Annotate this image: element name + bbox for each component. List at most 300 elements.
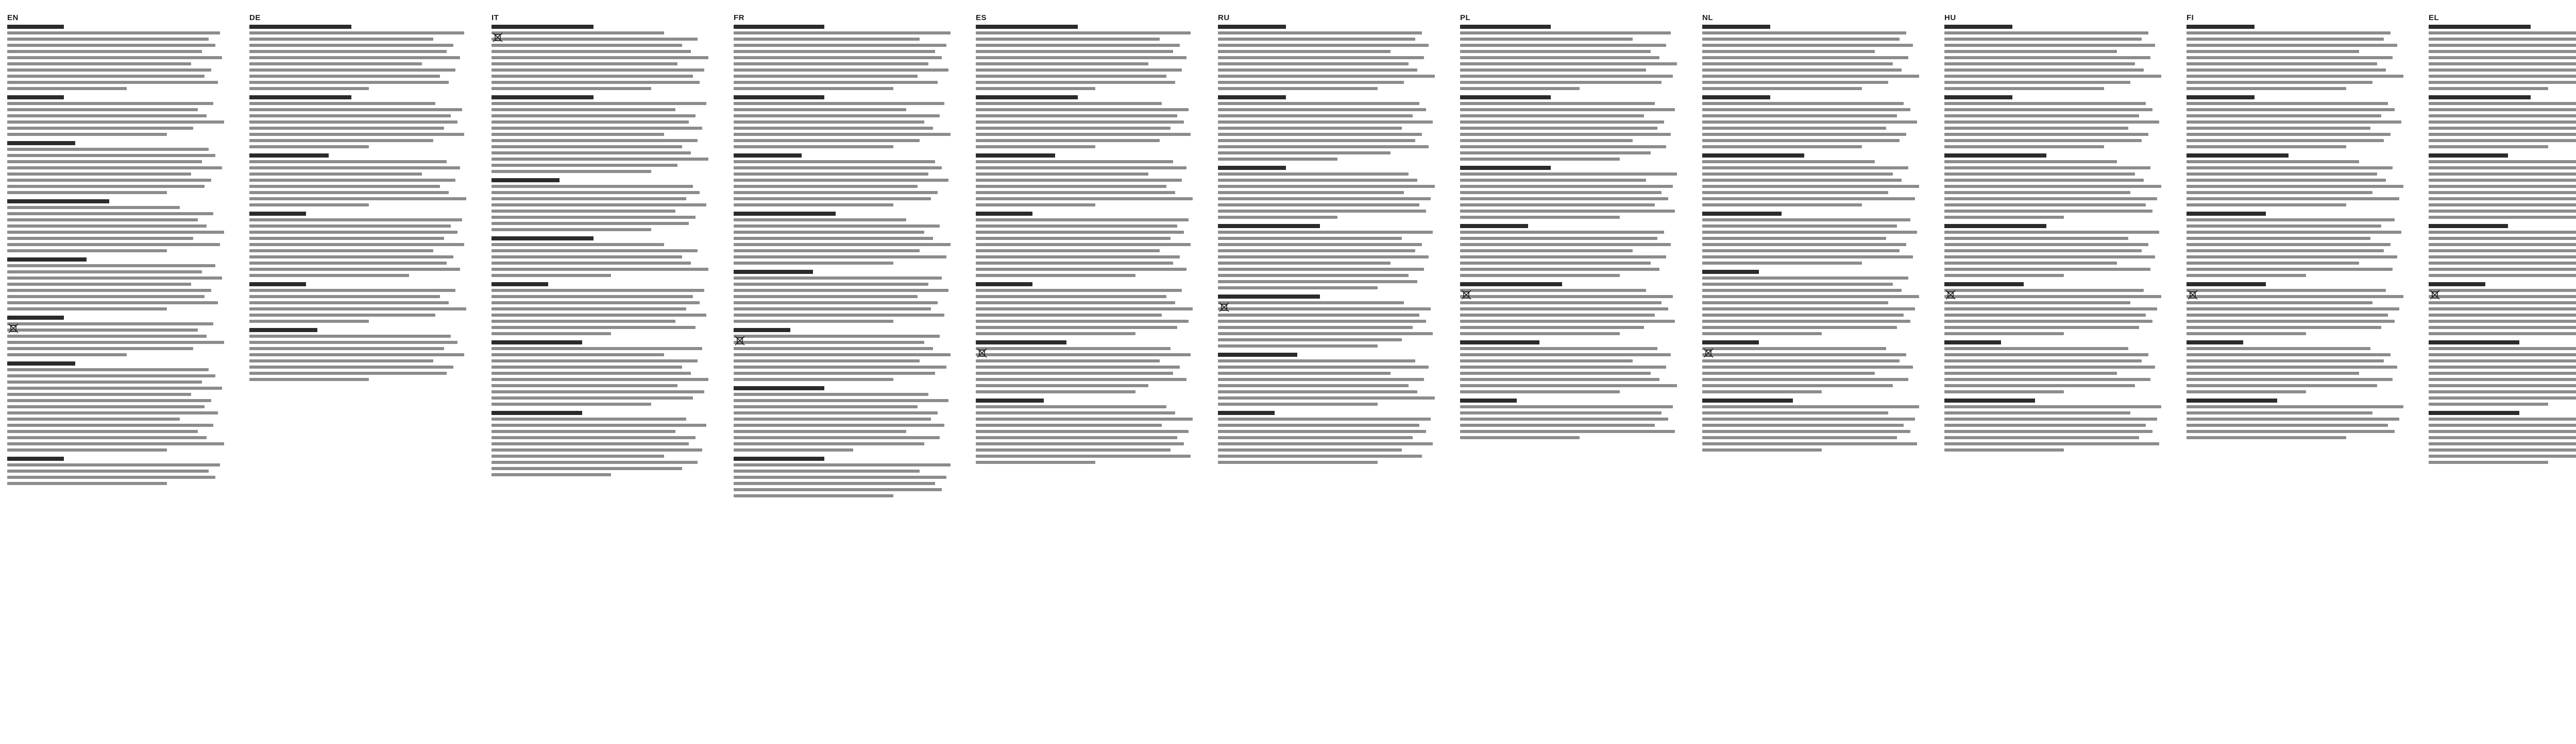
text-section: [492, 282, 713, 335]
crossed-bin-icon: [492, 31, 504, 43]
text-line: [7, 237, 193, 240]
text-line: [1218, 102, 1419, 105]
text-line: [734, 139, 920, 142]
text-line: [249, 75, 440, 78]
text-line: [2187, 50, 2359, 53]
text-line: [1944, 353, 2148, 356]
text-line: [1460, 133, 1671, 136]
text-line: [1702, 347, 1886, 350]
section-heading: [7, 316, 64, 320]
text-section: [7, 95, 229, 136]
text-line: [2187, 75, 2403, 78]
text-line: [734, 255, 946, 258]
crossed-bin-icon: [2429, 289, 2441, 300]
section-heading: [1218, 411, 1275, 415]
text-line: [7, 102, 213, 105]
text-line: [249, 255, 453, 258]
language-column-fi: [2187, 13, 2408, 734]
text-line: [2429, 38, 2576, 41]
text-line: [1944, 366, 2155, 369]
text-line: [492, 38, 698, 41]
text-line: [492, 418, 686, 421]
text-line: [7, 81, 218, 84]
text-line: [1460, 326, 1644, 329]
text-line: [734, 218, 906, 221]
text-line: [2429, 102, 2576, 105]
text-line: [1218, 255, 1429, 258]
text-section: [1702, 25, 1924, 90]
text-section: [7, 199, 229, 252]
text-line: [2429, 133, 2576, 136]
text-line: [2429, 108, 2576, 111]
text-line: [1460, 332, 1620, 335]
text-line: [1702, 68, 1902, 72]
text-line: [734, 436, 940, 439]
language-code: FR: [734, 13, 744, 22]
text-line: [1702, 378, 1908, 381]
language-column-de: [249, 13, 471, 734]
text-line: [734, 353, 951, 356]
text-section: [1218, 95, 1439, 161]
text-line: [1702, 289, 1902, 292]
text-line: [7, 430, 198, 433]
text-line: [249, 172, 422, 176]
text-line: [7, 380, 202, 384]
text-line: [2187, 62, 2377, 65]
section-heading: [734, 270, 813, 274]
text-line: [249, 353, 464, 356]
text-line: [1702, 108, 1910, 111]
text-line: [1218, 243, 1422, 246]
text-line: [1460, 102, 1655, 105]
text-line: [1702, 314, 1904, 317]
text-line: [492, 378, 708, 381]
text-line: [2429, 31, 2576, 34]
section-heading: [734, 457, 824, 461]
text-line: [1218, 44, 1429, 47]
text-section: [7, 457, 229, 485]
text-line: [249, 262, 447, 265]
text-line: [1218, 151, 1391, 154]
text-line: [1460, 274, 1620, 277]
text-line: [1702, 372, 1875, 375]
text-line: [2187, 347, 2370, 350]
text-line: [976, 384, 1148, 387]
text-line: [2429, 384, 2576, 387]
text-line: [1218, 384, 1409, 387]
text-line: [2187, 191, 2372, 194]
text-line: [7, 307, 167, 310]
text-line: [2429, 390, 2576, 393]
text-line: [7, 463, 220, 466]
text-line: [976, 218, 1189, 221]
section-heading: [1702, 25, 1770, 29]
text-section: [976, 212, 1197, 277]
text-line: [1702, 384, 1893, 387]
text-line: [734, 166, 942, 169]
text-line: [492, 455, 664, 458]
section-heading: [7, 457, 64, 461]
text-line: [1460, 139, 1633, 142]
text-line: [1944, 289, 2144, 292]
text-line: [2429, 442, 2576, 445]
text-line: [2429, 307, 2576, 310]
text-line: [734, 463, 951, 466]
text-line: [1702, 56, 1908, 59]
text-line: [976, 359, 1160, 362]
crossed-bin-icon: [1460, 289, 1472, 300]
text-line: [2429, 62, 2576, 65]
text-line: [1702, 114, 1897, 117]
text-line: [2429, 255, 2576, 258]
text-line: [2187, 237, 2370, 240]
text-line: [734, 243, 951, 246]
text-line: [1944, 203, 2146, 206]
text-line: [976, 185, 1166, 188]
text-line: [1944, 191, 2130, 194]
text-line: [1702, 442, 1917, 445]
text-line: [1218, 366, 1429, 369]
text-line: [1944, 133, 2148, 136]
text-line: [2429, 332, 2576, 335]
text-line: [2187, 405, 2403, 408]
text-line: [976, 366, 1180, 369]
text-line: [1702, 430, 1910, 433]
text-section: [976, 95, 1197, 148]
text-line: [1218, 430, 1426, 433]
section-heading: [7, 95, 64, 99]
text-line: [7, 179, 211, 182]
text-line: [976, 326, 1177, 329]
text-line: [1218, 448, 1402, 452]
text-line: [1702, 283, 1893, 286]
text-line: [1460, 418, 1668, 421]
text-section: [492, 340, 713, 406]
text-line: [1702, 102, 1904, 105]
text-line: [492, 139, 698, 142]
text-line: [249, 307, 466, 310]
text-line: [976, 172, 1148, 176]
section-heading: [492, 411, 582, 415]
section-heading: [1460, 224, 1528, 228]
text-section: [1944, 399, 2166, 452]
text-section: [976, 25, 1197, 90]
text-line: [734, 62, 928, 65]
text-line: [734, 160, 935, 163]
text-line: [2187, 307, 2399, 310]
text-line: [1702, 38, 1900, 41]
text-line: [2187, 436, 2346, 439]
text-line: [7, 347, 193, 350]
text-line: [1702, 160, 1875, 163]
text-line: [1460, 237, 1657, 240]
text-line: [976, 301, 1175, 304]
text-line: [1218, 359, 1415, 362]
text-line: [249, 56, 460, 59]
text-line: [1944, 166, 2150, 169]
text-line: [976, 390, 1136, 393]
text-line: [2187, 203, 2346, 206]
text-line: [1460, 50, 1651, 53]
text-line: [2187, 366, 2397, 369]
language-column-hu: [1944, 13, 2166, 734]
text-line: [2429, 50, 2576, 53]
text-line: [976, 68, 1182, 72]
text-line: [2187, 145, 2346, 148]
text-line: [249, 197, 466, 200]
text-line: [1218, 249, 1415, 252]
text-section: [1460, 95, 1682, 161]
text-line: [249, 127, 444, 130]
text-section: [976, 340, 1197, 393]
text-line: [1218, 442, 1433, 445]
text-section: [734, 95, 955, 148]
text-line: [7, 276, 222, 280]
text-line: [7, 120, 224, 124]
text-section: [1460, 25, 1682, 90]
text-line: [2429, 403, 2548, 406]
text-line: [1702, 44, 1913, 47]
language-code: HU: [1944, 13, 1956, 22]
language-column-it: [492, 13, 713, 734]
text-line: [492, 326, 696, 329]
text-line: [976, 320, 1189, 323]
section-heading: [492, 236, 594, 240]
section-heading: [492, 25, 594, 29]
text-line: [7, 328, 198, 332]
text-line: [1944, 185, 2161, 188]
text-line: [1702, 424, 1904, 427]
text-line: [249, 335, 451, 338]
text-line: [1944, 172, 2135, 176]
text-line: [1944, 31, 2148, 34]
text-line: [976, 44, 1180, 47]
text-section: [2187, 340, 2408, 393]
text-line: [7, 166, 222, 169]
text-line: [1218, 338, 1402, 341]
text-line: [1460, 87, 1580, 90]
text-line: [976, 108, 1189, 111]
text-line: [2187, 255, 2397, 258]
text-section: [1944, 282, 2166, 335]
text-line: [249, 81, 449, 84]
text-line: [2187, 56, 2393, 59]
text-line: [249, 347, 444, 350]
section-heading: [249, 25, 351, 29]
text-line: [1944, 160, 2117, 163]
text-line: [976, 120, 1184, 124]
section-heading: [734, 386, 824, 390]
language-column-el: [2429, 13, 2576, 734]
section-heading: [1702, 212, 1782, 216]
text-line: [2429, 274, 2576, 277]
text-line: [2429, 114, 2576, 117]
text-line: [2429, 185, 2576, 188]
text-line: [1218, 332, 1433, 335]
text-line: [7, 87, 127, 90]
text-line: [1702, 359, 1900, 362]
section-heading: [2187, 340, 2243, 344]
text-line: [976, 38, 1160, 41]
section-heading: [1460, 282, 1562, 286]
text-line: [976, 418, 1193, 421]
crossed-bin-icon: [976, 347, 988, 358]
text-line: [7, 448, 167, 452]
text-line: [2429, 366, 2576, 369]
language-column-pl: [1460, 13, 1682, 734]
text-line: [249, 366, 453, 369]
text-section: [1460, 282, 1682, 335]
text-line: [2429, 81, 2576, 84]
text-line: [1460, 314, 1655, 317]
text-line: [249, 249, 433, 252]
text-line: [1460, 191, 1662, 194]
section-heading: [1460, 25, 1551, 29]
text-line: [1218, 158, 1337, 161]
text-line: [1702, 249, 1900, 252]
text-line: [1218, 418, 1431, 421]
text-line: [734, 476, 946, 479]
text-section: [1218, 224, 1439, 289]
text-line: [492, 158, 708, 161]
text-line: [734, 295, 918, 298]
text-line: [1944, 384, 2135, 387]
text-line: [492, 185, 693, 188]
text-line: [249, 289, 455, 292]
section-heading: [1218, 224, 1320, 228]
text-line: [1944, 372, 2117, 375]
text-line: [976, 231, 1184, 234]
text-line: [2429, 359, 2576, 362]
text-line: [734, 488, 942, 491]
text-line: [976, 411, 1175, 414]
text-line: [249, 224, 451, 228]
text-line: [1218, 203, 1419, 206]
text-line: [976, 249, 1160, 252]
text-line: [1218, 390, 1417, 393]
text-line: [976, 62, 1148, 65]
text-line: [1218, 62, 1409, 65]
text-line: [1218, 38, 1415, 41]
text-line: [734, 359, 920, 362]
text-line: [2429, 436, 2576, 439]
text-line: [976, 405, 1166, 408]
text-section: [492, 25, 713, 90]
text-line: [249, 108, 462, 111]
text-line: [734, 289, 948, 292]
text-line: [2187, 108, 2395, 111]
text-line: [249, 102, 435, 105]
text-line: [7, 148, 209, 151]
text-line: [1702, 127, 1886, 130]
section-heading: [1944, 399, 2035, 403]
text-line: [2187, 262, 2359, 265]
text-section: [7, 316, 229, 356]
text-line: [1702, 50, 1875, 53]
text-section: [976, 153, 1197, 206]
text-line: [1702, 81, 1888, 84]
text-line: [1218, 197, 1431, 200]
text-line: [7, 160, 202, 163]
text-line: [2429, 210, 2576, 213]
text-line: [1944, 114, 2139, 117]
text-line: [976, 31, 1191, 34]
text-line: [492, 44, 682, 47]
text-line: [7, 231, 224, 234]
text-line: [1702, 166, 1908, 169]
text-section: [249, 95, 471, 148]
text-line: [734, 283, 928, 286]
text-line: [1460, 372, 1651, 375]
text-line: [7, 114, 207, 117]
text-section: [1218, 166, 1439, 219]
text-line: [734, 366, 946, 369]
text-line: [1702, 366, 1913, 369]
text-line: [7, 399, 211, 402]
section-heading: [976, 212, 1032, 216]
text-section: [1944, 95, 2166, 148]
text-line: [976, 448, 1171, 452]
language-column-fr: [734, 13, 955, 734]
text-line: [1460, 366, 1666, 369]
text-line: [1944, 81, 2130, 84]
text-line: [1218, 268, 1424, 271]
text-line: [2187, 81, 2372, 84]
text-section: [1944, 340, 2166, 393]
section-heading: [1702, 399, 1793, 403]
text-line: [734, 470, 920, 473]
text-section: [1702, 95, 1924, 148]
text-line: [1218, 81, 1404, 84]
text-line: [2187, 320, 2395, 323]
text-section: [2187, 153, 2408, 206]
section-heading: [976, 282, 1032, 286]
text-line: [7, 75, 205, 78]
text-line: [734, 430, 906, 433]
text-line: [2429, 75, 2576, 78]
text-line: [1218, 286, 1378, 289]
text-line: [1218, 172, 1409, 176]
text-line: [976, 160, 1173, 163]
language-column-en: [7, 13, 229, 734]
text-line: [249, 268, 460, 271]
text-line: [1460, 151, 1651, 154]
text-line: [249, 68, 455, 72]
text-line: [1460, 145, 1666, 148]
text-line: [976, 442, 1184, 445]
text-line: [1460, 255, 1666, 258]
text-line: [7, 127, 193, 130]
text-line: [2429, 179, 2576, 182]
text-line: [1460, 436, 1580, 439]
text-line: [492, 243, 664, 246]
section-heading: [249, 95, 351, 99]
section-heading: [7, 257, 87, 262]
text-line: [1702, 390, 1822, 393]
text-line: [492, 262, 691, 265]
text-line: [492, 145, 682, 148]
text-line: [492, 301, 700, 304]
text-line: [1218, 424, 1419, 427]
language-column-es: [976, 13, 1197, 734]
text-line: [734, 411, 938, 414]
text-section: [2429, 153, 2576, 219]
section-heading: [2429, 153, 2508, 158]
text-line: [734, 341, 924, 344]
text-line: [2429, 87, 2548, 90]
section-heading: [2429, 25, 2531, 29]
text-line: [492, 307, 686, 310]
